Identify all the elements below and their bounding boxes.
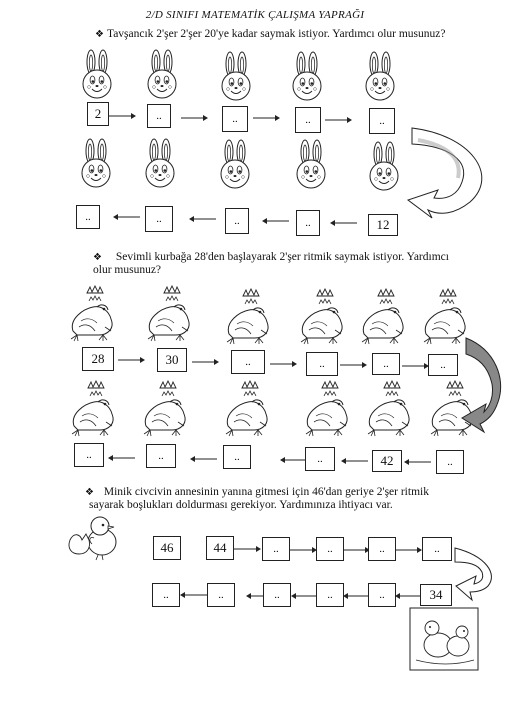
- frog-icon: [431, 381, 472, 436]
- number-box[interactable]: 28: [82, 347, 114, 371]
- number-box[interactable]: ..: [207, 583, 235, 607]
- instruction-frog: ❖ Sevimli kurbağa 28'den başlayarak 2'şer ritmik saymak istiyor. Yardımcı olur musunuz?: [93, 251, 449, 276]
- arrow-icon: [189, 216, 216, 222]
- number-box[interactable]: ..: [152, 583, 180, 607]
- arrow-icon: [340, 362, 367, 368]
- number-box[interactable]: ..: [74, 443, 104, 467]
- arrow-icon: [395, 547, 422, 553]
- number-box[interactable]: ..: [368, 537, 396, 561]
- number-box[interactable]: ..: [225, 208, 249, 234]
- frog-icon: [424, 289, 465, 344]
- number-box[interactable]: ..: [231, 350, 265, 374]
- number-box[interactable]: ..: [436, 450, 464, 474]
- number-box[interactable]: ..: [295, 107, 321, 133]
- arrow-icon: [325, 117, 352, 123]
- rabbit-icon: [221, 140, 249, 188]
- number-box[interactable]: 2: [87, 102, 109, 126]
- rabbit-icon: [146, 139, 174, 187]
- hen-and-chicks-icon: [410, 608, 478, 670]
- arrow-icon: [190, 456, 217, 462]
- number-box[interactable]: 42: [372, 450, 402, 472]
- bullet-icon: ❖: [95, 29, 104, 40]
- arrow-icon: [234, 546, 261, 552]
- frog-icon: [301, 289, 342, 344]
- arrow-icon: [404, 459, 431, 465]
- number-box[interactable]: ..: [316, 537, 344, 561]
- arrow-icon: [180, 592, 207, 598]
- frog-icon: [368, 381, 409, 436]
- number-box[interactable]: ..: [306, 352, 338, 376]
- arrow-icon: [341, 458, 368, 464]
- number-box[interactable]: ..: [369, 108, 395, 134]
- number-box[interactable]: 30: [157, 348, 187, 372]
- arrow-icon: [253, 115, 280, 121]
- number-box[interactable]: ..: [296, 210, 320, 236]
- rabbit-icon: [370, 142, 398, 190]
- page-title: 2/D SINIFI MATEMATİK ÇALIŞMA YAPRAĞI: [145, 9, 365, 21]
- arrow-icon: [113, 214, 140, 220]
- number-box[interactable]: 34: [420, 584, 452, 606]
- arrow-icon: [109, 113, 136, 119]
- arrow-icon: [262, 218, 289, 224]
- number-box[interactable]: ..: [305, 447, 335, 471]
- frog-icon: [144, 381, 185, 436]
- frog-icon: [362, 289, 403, 344]
- rabbit-icon: [297, 140, 325, 188]
- arrow-icon: [330, 220, 357, 226]
- rabbit-icon: [82, 139, 110, 187]
- frog-icon: [227, 289, 268, 344]
- number-box[interactable]: ..: [223, 445, 251, 469]
- number-box[interactable]: ..: [145, 206, 173, 232]
- rabbit-icon: [83, 50, 111, 98]
- number-box[interactable]: ..: [263, 583, 291, 607]
- bullet-icon: ❖: [93, 252, 102, 263]
- number-box[interactable]: 46: [153, 536, 181, 560]
- arrow-icon: [192, 359, 219, 365]
- number-box[interactable]: ..: [368, 583, 396, 607]
- number-box[interactable]: 44: [206, 536, 234, 560]
- arrow-icon: [343, 593, 370, 599]
- arrow-icon: [402, 363, 429, 369]
- curved-arrow-icon: [455, 548, 491, 600]
- chick-icon: [69, 517, 116, 560]
- arrow-icon: [108, 455, 135, 461]
- arrow-icon: [270, 361, 297, 367]
- arrow-icon: [343, 547, 370, 553]
- rabbit-icon: [293, 52, 321, 100]
- number-box[interactable]: 12: [368, 214, 398, 236]
- frog-icon: [148, 286, 189, 341]
- rabbit-icon: [148, 50, 176, 98]
- instruction-rabbit: ❖ Tavşancık 2'şer 2'şer 20'ye kadar saymak istiyor. Yardımcı olur musunuz?: [95, 28, 446, 40]
- arrow-icon: [181, 115, 208, 121]
- number-box[interactable]: ..: [146, 444, 176, 468]
- frog-icon: [72, 381, 113, 436]
- bullet-icon: ❖: [85, 487, 94, 498]
- curved-arrow-icon: [408, 128, 482, 218]
- number-box[interactable]: ..: [262, 537, 290, 561]
- arrow-icon: [291, 593, 318, 599]
- frog-icon: [226, 381, 267, 436]
- curved-arrow-icon: [462, 338, 501, 432]
- number-box[interactable]: ..: [428, 354, 458, 376]
- frog-icon: [306, 381, 347, 436]
- number-box[interactable]: ..: [372, 353, 400, 375]
- number-box[interactable]: ..: [316, 583, 344, 607]
- frog-icon: [71, 286, 112, 341]
- number-box[interactable]: ..: [147, 104, 171, 128]
- number-box[interactable]: ..: [422, 537, 452, 561]
- number-box[interactable]: ..: [222, 106, 248, 132]
- instruction-chick: ❖ Minik civcivin annesinin yanına gitmesi için 46'dan geriye 2'şer ritmik sayarak boşlukları doldurması gerekiyor. Yardımınıza ihtiyacı var.: [85, 486, 429, 511]
- rabbit-icon: [366, 52, 394, 100]
- arrow-icon: [395, 593, 422, 599]
- arrow-icon: [280, 457, 307, 463]
- arrow-icon: [290, 547, 317, 553]
- number-box[interactable]: ..: [76, 205, 100, 229]
- rabbit-icon: [222, 52, 250, 100]
- arrow-icon: [118, 357, 145, 363]
